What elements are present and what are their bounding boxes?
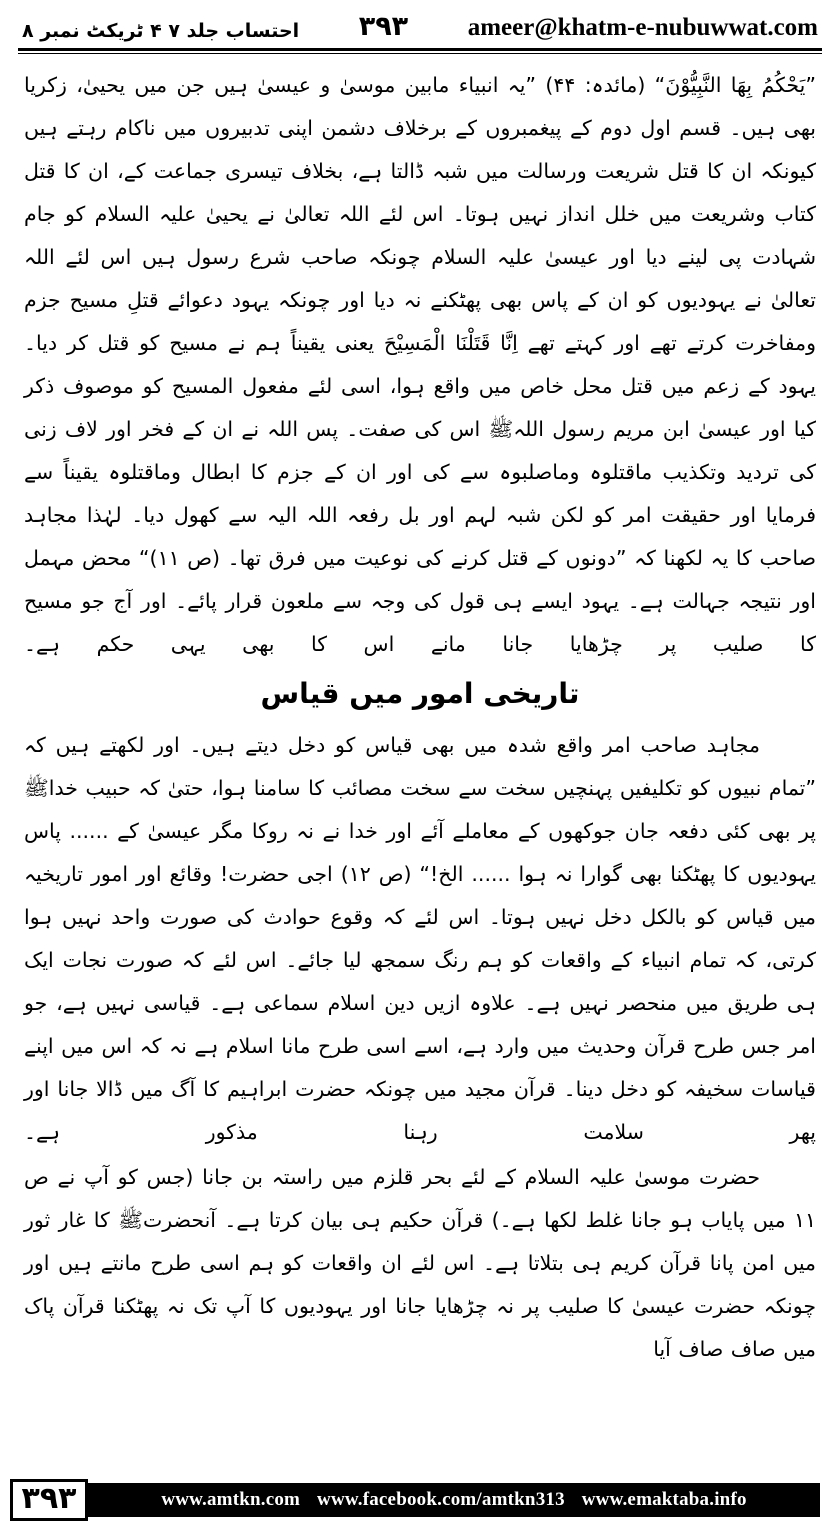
body-text-area xyxy=(16,54,824,1371)
footer-link-facebook[interactable]: www.facebook.com/amtkn313 xyxy=(317,1489,565,1510)
header-divider-thick xyxy=(18,48,822,51)
footer-link-website[interactable]: www.amtkn.com xyxy=(161,1489,301,1510)
paragraph-2: مجاہد صاحب امر واقع شدہ میں بھی قیاس کو دخل دیتے ہیں۔ اور لکھتے ہیں کہ ”تمام نبیوں کو تکلیفیں پہنچیں سخت سے سخت مصائب کا سامنا ہوا، حتیٰ کہ حبیب خداﷺ پر بھی کئی دفعہ جان جوکھوں کے معاملے آئے اور خدا نے نہ روکا مگر عیسیٰ کے ...... پاس یہودیوں کا پھٹکنا بھی گوارا نہ ہوا ...... الخ!“ (ص ۱۲) اجی حضرت! وقائع اور امور تاریخیہ میں قیاس کو بالکل دخل نہیں ہوتا۔ اس لئے کہ وقوع حوادث کی صورت واحد نہیں ہوا کرتی، کہ تمام انبیاء کے واقعات کو ہم رنگ سمجھ لیا جائے۔ اس لئے کہ صورت نجات ایک ہی طریق میں منحصر نہیں ہے۔ علاوہ ازیں دین اسلام سماعی ہے۔ قیاسی نہیں ہے، جو امر جس طرح قرآن وحدیث میں وارد ہے، اسے اسی طرح مانا اسلام ہے نہ کہ اس میں اپنے قیاسات سخیفہ کو دخل دینا۔ قرآن مجید میں چونکہ حضرت ابراہیم کا آگ میں ڈالا جانا اور پھر سلامت رہنا مذکور ہے۔ xyxy=(24,733,816,1144)
page-header xyxy=(16,0,824,46)
paragraph-1: ”یَحْکُمُ بِھَا النَّبِیُّوْنَ“ (مائدہ: ۴۴) ”یہ انبیاء مابین موسیٰ و عیسیٰ ہیں جن میں یحییٰ، زکریا بھی ہیں۔ قسم اول دوم کے پیغمبروں کے برخلاف دشمن اپنی تدبیروں میں ناکام رہتے ہیں کیونکہ ان کا قتل شریعت ورسالت میں شبہ ڈالتا ہے، بخلاف تیسری جماعت کے، ان کا قتل کتاب وشریعت میں خلل انداز نہیں ہوتا۔ اس لئے اللہ تعالیٰ نے یحییٰ علیہ السلام کو جام شہادت پی لینے دیا اور عیسیٰ علیہ السلام چونکہ صاحب شرع رسول ہیں اس لئے اللہ تعالیٰ نے یہودیوں کو ان کے پاس بھی پھٹکنے نہ دیا اور چونکہ یہود دعوائے قتلِ مسیح جزم ومفاخرت کرتے تھے اور کہتے تھے اِنَّا قَتَلْنَا الْمَسِیْحَ یعنی یقیناً ہم نے مسیح کو قتل کر دیا۔ یہود کے زعم میں قتل محل خاص میں واقع ہوا، اسی لئے مفعول المسیح کو موصوف ذکر کیا اور عیسیٰ ابن مریم رسول اللہﷺ اس کی صفت۔ پس اللہ نے ان کے فخر اور لاف زنی کی تردید وتکذیب ماقتلوہ وماصلبوہ سے کی اور ان کے جزم کا ابطال وماقتلوہ یقیناً سے فرمایا اور حقیقت امر کو لکن شبہ لہم اور بل رفعہ اللہ الیہ سے کھول دیا۔ لہٰذا مجاہد صاحب کا یہ لکھنا کہ ”دونوں کے قتل کرنے کی نوعیت میں فرق تھا۔ (ص ۱۱)“ محض مہمل اور نتیجہ جہالت ہے۔ یہود ایسے ہی قول کی وجہ سے ملعون قرار پائے۔ اور آج جو مسیح کا صلیب پر چڑھایا جانا مانے اس کا بھی یہی حکم ہے۔ xyxy=(24,73,816,656)
header-page-number: ۳۹۳ xyxy=(358,11,409,42)
page-footer xyxy=(0,1468,840,1540)
footer-link-emaktaba[interactable]: www.emaktaba.info xyxy=(581,1489,747,1510)
header-email: ameer@khatm-e-nubuwwat.com xyxy=(467,14,818,41)
section-heading: تاریخی امور میں قیاس xyxy=(260,677,580,710)
footer-links xyxy=(155,1489,752,1511)
footer-page-number: ۳۹۳ xyxy=(10,1479,88,1521)
header-book-reference: احتساب جلد ۷ ۴ ٹریکٹ نمبر ۸ xyxy=(22,20,300,42)
footer-link-bar xyxy=(88,1483,820,1517)
paragraph-3: حضرت موسیٰ علیہ السلام کے لئے بحر قلزم میں راستہ بن جانا (جس کو آپ نے ص ۱۱ میں پایاب ہو جانا غلط لکھا ہے۔) قرآن حکیم ہی بیان کرتا ہے۔ آنحضرتﷺ کا غار ثور میں امن پانا قرآن کریم ہی بتلاتا ہے۔ اس لئے ان واقعات کو ہم اسی طرح مانتے ہیں اور چونکہ حضرت عیسیٰ کا صلیب پر نہ چڑھایا جانا اور یہودیوں کا آپ تک نہ پھٹکنا قرآن پاک میں صاف صاف آیا xyxy=(24,1165,816,1361)
